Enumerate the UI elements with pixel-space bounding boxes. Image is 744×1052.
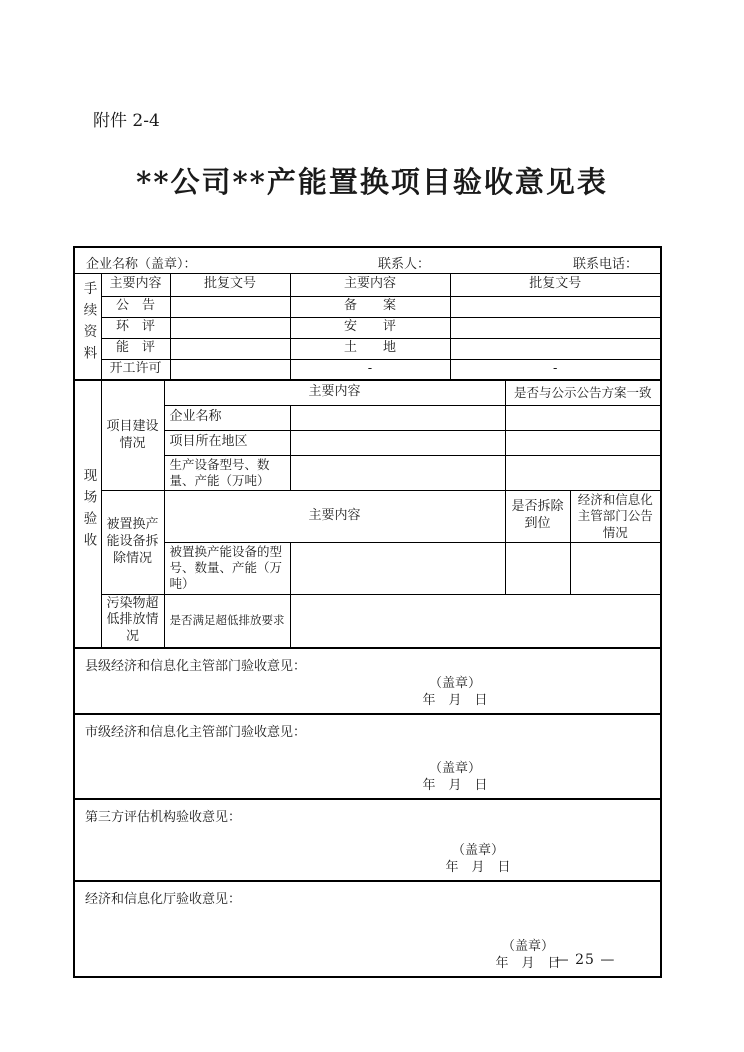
- date-label: 年 月 日: [422, 693, 488, 709]
- opinion-label: 县级经济和信息化主管部门验收意见：: [85, 659, 307, 675]
- row-company-name: 企业名称: [164, 405, 290, 430]
- empty-cell: [505, 430, 660, 455]
- contact-person-label: 联系人：: [378, 257, 431, 272]
- empty-cell: [170, 359, 290, 379]
- info-row: [75, 248, 660, 274]
- empty-cell: [505, 455, 660, 491]
- opinion-county: [75, 649, 660, 713]
- page-title: **公司**产能置换项目验收意见表: [136, 165, 608, 199]
- item-land: 土 地: [290, 338, 450, 359]
- stamp-date-block: [422, 675, 487, 709]
- opinion-third-party: [75, 798, 660, 880]
- stamp-label: （盖章）: [428, 761, 482, 777]
- header-main-content: 主要内容: [164, 381, 505, 405]
- empty-cell: [290, 405, 505, 430]
- empty-cell: [505, 405, 660, 430]
- empty-cell: [290, 430, 505, 455]
- empty-cell: [290, 594, 660, 647]
- empty-cell: [170, 338, 290, 359]
- opinion-label: 第三方评估机构验收意见：: [85, 810, 242, 826]
- dismantling-group-label: 被置换产能设备拆除情况: [101, 491, 164, 595]
- row-equipment-model-capacity: 生产设备型号、数量、产能（万吨）: [164, 455, 290, 491]
- header-dept-announcement-status: 经济和信息化主管部门公告情况: [570, 491, 660, 543]
- item-construction-permit: 开工许可: [101, 359, 170, 379]
- date-label: 年 月 日: [422, 778, 488, 794]
- header-consistent-with-announcement: 是否与公示公告方案一致: [505, 381, 660, 405]
- emission-group-label: 污染物超低排放情况: [101, 594, 164, 647]
- contact-phone-label: 联系电话：: [573, 257, 639, 272]
- construction-group-label: 项目建设情况: [101, 381, 164, 491]
- procedures-table: [75, 274, 660, 379]
- stamp-date-block: [422, 760, 487, 794]
- empty-cell: [505, 542, 570, 594]
- acceptance-form-table: [73, 246, 662, 978]
- company-name-label: 企业名称（盖章）：: [86, 257, 197, 272]
- stamp-label: （盖章）: [428, 676, 482, 692]
- empty-cell: [450, 296, 660, 317]
- dash-cell: -: [290, 359, 450, 379]
- date-label: 年 月 日: [495, 956, 561, 972]
- date-label: 年 月 日: [445, 860, 511, 876]
- opinion-label: 经济和信息化厅验收意见：: [85, 892, 242, 908]
- empty-cell: [170, 317, 290, 338]
- empty-cell: [170, 296, 290, 317]
- header-dismantled-in-place: 是否拆除到位: [505, 491, 570, 543]
- item-energy-assessment: 能 评: [101, 338, 170, 359]
- page-number: — 25 —: [554, 952, 616, 968]
- header-main-content-left: 主要内容: [101, 274, 170, 296]
- attachment-label: 附件 2-4: [93, 111, 160, 131]
- opinion-city: [75, 713, 660, 798]
- procedures-side-label: 手续资料: [75, 274, 101, 379]
- item-env-assessment: 环 评: [101, 317, 170, 338]
- stamp-label: （盖章）: [501, 939, 555, 955]
- header-main-content: 主要内容: [164, 491, 505, 543]
- opinion-sections: [75, 649, 660, 976]
- site-acceptance-table: [75, 381, 660, 647]
- stamp-label: （盖章）: [451, 843, 505, 859]
- empty-cell: [290, 542, 505, 594]
- row-project-location: 项目所在地区: [164, 430, 290, 455]
- header-approval-no-right: 批复文号: [450, 274, 660, 296]
- dash-cell: -: [450, 359, 660, 379]
- item-safety-assessment: 安 评: [290, 317, 450, 338]
- opinion-label: 市级经济和信息化主管部门验收意见：: [85, 725, 307, 741]
- header-main-content-right: 主要内容: [290, 274, 450, 296]
- empty-cell: [570, 542, 660, 594]
- item-filing: 备 案: [290, 296, 450, 317]
- row-ultra-low-emission: 是否满足超低排放要求: [164, 594, 290, 647]
- site-side-label: 现场验收: [75, 381, 101, 647]
- row-replaced-equipment: 被置换产能设备的型号、数量、产能（万吨）: [164, 542, 290, 594]
- header-approval-no-left: 批复文号: [170, 274, 290, 296]
- stamp-date-block: [445, 842, 510, 876]
- empty-cell: [450, 338, 660, 359]
- item-announcement: 公 告: [101, 296, 170, 317]
- empty-cell: [290, 455, 505, 491]
- empty-cell: [450, 317, 660, 338]
